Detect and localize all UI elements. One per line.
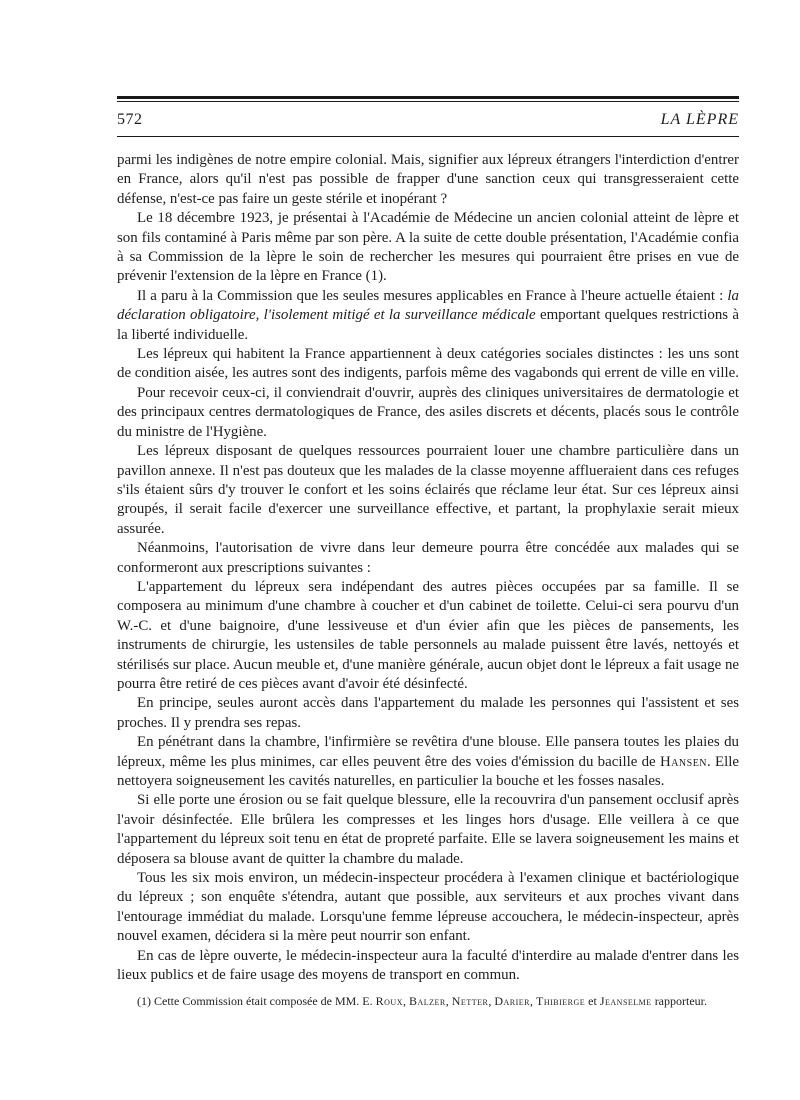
paragraph: parmi les indigènes de notre empire colonial. Mais, signifier aux lépreux étrangers l'interdiction d'entrer en France, alors qu'il n'est pas possible de frapper d'une sanction ceux qui transgresseraient cette défense, n'est-ce pas faire un geste stérile et inopérant ? xyxy=(117,152,739,207)
top-rule-thin xyxy=(117,101,739,102)
footnote-separator: , xyxy=(530,994,536,1009)
footnote-name: Netter xyxy=(451,994,489,1009)
footnote-text: rapporteur. xyxy=(651,994,707,1009)
footnote-name: Thibierge xyxy=(536,994,586,1009)
page-number: 572 xyxy=(117,111,143,128)
paragraph: Tous les six mois environ, un médecin-inspecteur procédera à l'examen clinique et bactériologique du lépreux ; son enquête s'étendra, autant que possible, aux serviteurs et aux proches vivant dans l'entourage immédiat du malade. Lorsqu'une femme lépreuse accouchera, le médecin-inspecteur, après nouvel examen, décidera si la mère peut nourrir son enfant. xyxy=(117,870,739,945)
footnote-separator: , xyxy=(402,994,409,1009)
paragraph-emphasis: la déclaration obligatoire, l'isolement mitigé et la surveillance médicale xyxy=(117,287,739,324)
footnote-name: Darier xyxy=(494,994,530,1009)
paragraph: En cas de lèpre ouverte, le médecin-inspecteur aura la faculté d'interdire au malade d'entrer dans les lieux publics et de faire usage des moyens de transport en commun. xyxy=(117,947,739,984)
footnote-name: Roux xyxy=(375,994,403,1009)
paragraph: Les lépreux disposant de quelques ressources pourraient louer une chambre particulière dans un pavillon annexe. Il n'est pas douteux que les malades de la classe moyenne afflueraient dans ces refuges s'ils étaient sûrs d'y trouver le confort et les soins éclairés que réclame leur état. Sur ces lépreux ainsi groupés, il serait facile d'exercer une surveillance effective, et partant, la prophylaxie serait mieux assurée. xyxy=(117,443,739,537)
author-name: Hansen xyxy=(659,753,708,770)
paragraph: L'appartement du lépreux sera indépendant des autres pièces occupées par sa famille. Il se composera au minimum d'une chambre à coucher et d'un cabinet de toilette. Celui-ci sera pourvu d'un W.-C. et d'une baignoire, d'une lessiveuse et d'un évier afin que les pièces de pansements, les instruments de chirurgie, les ustensiles de table personnels au malade puissent être lavés, nettoyés et stérilisés sur place. Aucun meuble et, d'une manière générale, aucun objet dont le lépreux a fait usage ne pourra être retiré de ces pièces avant d'avoir été désinfecté. xyxy=(117,578,739,692)
paragraph xyxy=(117,287,739,345)
footnote-text: Cette Commission était composée de MM. E. xyxy=(151,994,376,1009)
paragraph: Néanmoins, l'autorisation de vivre dans leur demeure pourra être concédée aux malades qui se conformeront aux prescriptions suivantes : xyxy=(117,540,739,576)
footnote-separator: , xyxy=(488,994,495,1009)
header-rule xyxy=(117,136,739,137)
footnote-separator: , xyxy=(445,994,452,1009)
footnote-name: Balzer xyxy=(408,994,446,1009)
paragraph: En principe, seules auront accès dans l'appartement du malade les personnes qui l'assistent et ses proches. Il y prendra ses repas. xyxy=(117,695,739,731)
paragraph-text: En pénétrant dans la chambre, l'infirmière se revêtira d'une blouse. Elle pansera toutes les plaies du lépreux, même les plus minimes, car elles peuvent être des voies d'émission du bacille de xyxy=(117,734,739,770)
paragraph-text: Il a paru à la Commission que les seules mesures applicables en France à l'heure actuelle étaient : xyxy=(137,287,728,304)
top-rule-thick xyxy=(117,96,739,99)
paragraph-text: emportant quelques restrictions à la liberté individuelle. xyxy=(117,307,739,343)
paragraph: Pour recevoir ceux-ci, il conviendrait d'ouvrir, auprès des cliniques universitaires de dermatologie et des principaux centres dermatologiques de France, des asiles discrets et décents, placés sous le contrôle du ministre de l'Hygiène. xyxy=(117,384,739,440)
paragraph: Les lépreux qui habitent la France appartiennent à deux catégories sociales distinctes : les uns sont de condition aisée, les autres sont des indigents, parfois même des vagabonds qui errent de ville en ville. xyxy=(117,346,739,382)
footnote-marker: (1) xyxy=(137,994,151,1009)
paragraph: Si elle porte une érosion ou se fait quelque blessure, elle la recouvrira d'un pansement occlusif après l'avoir désinfectée. Elle brûlera les compresses et les linges hors d'usage. Elle veillera à ce que l'appartement du lépreux soit tenu en état de propreté parfaite. Elle se lavera soigneusement les mains et déposera sa blouse avant de quitter la chambre du malade. xyxy=(117,792,739,867)
paragraph-text: . Elle nettoyera soigneusement les cavités naturelles, en particulier la bouche et les fosses nasales. xyxy=(117,753,739,789)
running-title: LA LÈPRE xyxy=(660,111,739,128)
footnote-name: Jeanselme xyxy=(599,994,652,1009)
footnote xyxy=(117,994,739,1009)
page xyxy=(117,96,739,1009)
body-text xyxy=(117,151,739,985)
paragraph: Le 18 décembre 1923, je présentai à l'Académie de Médecine un ancien colonial atteint de lèpre et son fils contaminé à Paris même par son père. A la suite de cette double présentation, l'Académie confia à sa Commission de la lèpre le soin de rechercher les mesures qui pourraient être prises en vue de prévenir l'extension de la lèpre en France (1). xyxy=(117,210,739,285)
running-head xyxy=(117,111,739,129)
footnote-separator: et xyxy=(585,994,600,1009)
paragraph xyxy=(117,733,739,791)
